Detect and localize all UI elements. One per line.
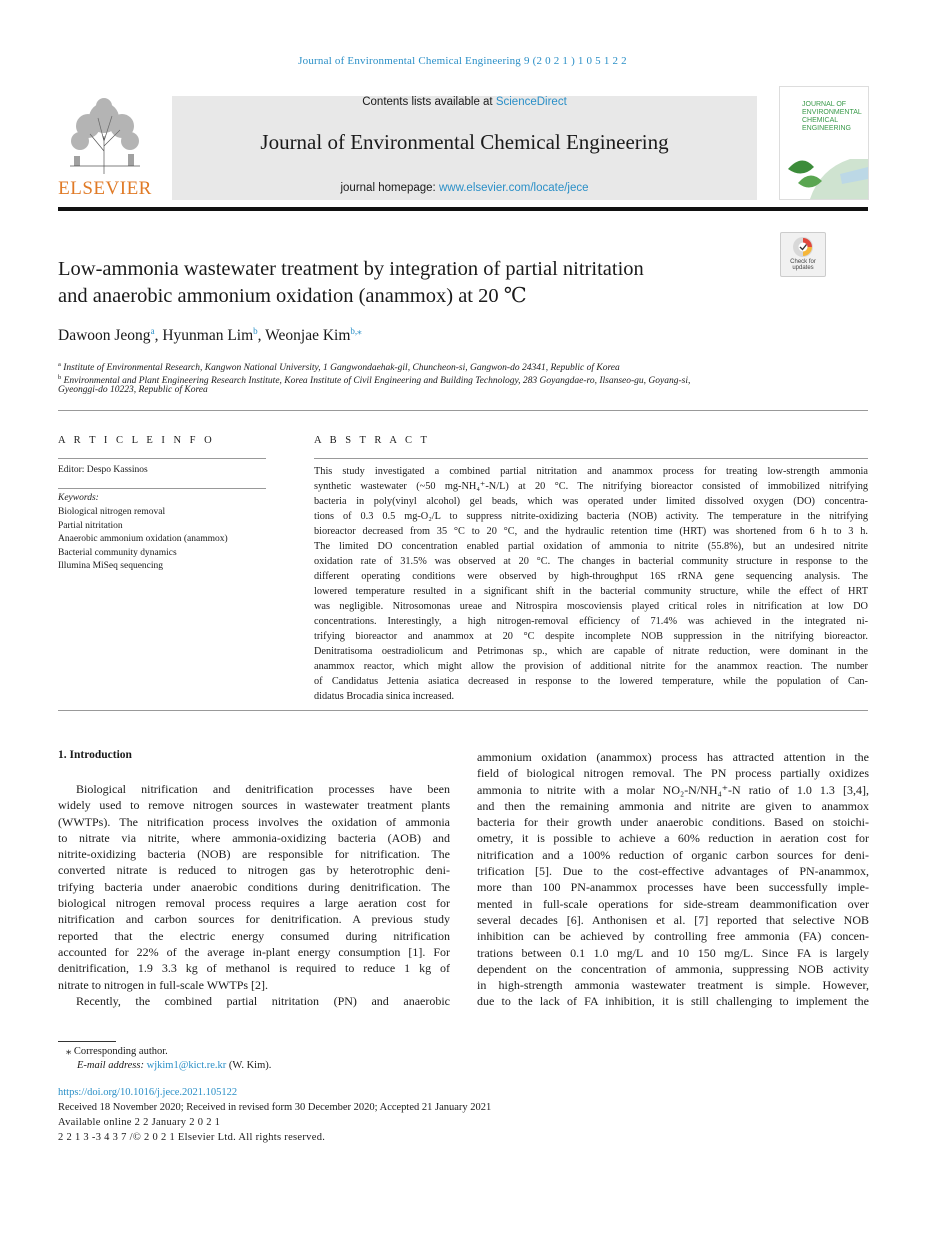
email-link[interactable]: wjkim1@kict.re.kr (146, 1060, 227, 1071)
keywords-list (58, 506, 228, 574)
doi-link[interactable]: https://doi.org/10.1016/j.jece.2021.105122 (58, 1087, 238, 1098)
abstract-bottom-divider (58, 710, 868, 711)
journal-header (172, 96, 757, 200)
author-affiliation-marker[interactable]: a (150, 326, 155, 336)
author-affiliation-marker[interactable]: b (253, 326, 258, 336)
abstract-heading: A B S T R A C T (314, 435, 430, 446)
elsevier-tree-icon (60, 96, 150, 176)
journal-cover-image[interactable] (779, 86, 869, 200)
keyword: Biological nitrogen removal (58, 507, 166, 517)
homepage-line (172, 182, 757, 194)
keyword: Illumina MiSeq sequencing (58, 561, 164, 571)
author-name[interactable]: Weonjae Kim (265, 327, 351, 345)
keyword: Anaerobic ammonium oxidation (anammox) (58, 534, 228, 544)
abstract-divider (314, 458, 868, 459)
article-title: Low-ammonia wastewater treatment by integration of partial nitritation and anaerobic ammonium oxidation (anammox) at 20 ℃ (58, 258, 644, 307)
journal-title: Journal of Environmental Chemical Engineering (260, 130, 669, 154)
affiliation: $^b$ Environmental and Plant Engineering Research Institute, Korea Institute of Civil Engineering and Building Technology, 283 Goyangdae-ro, Ilsanseo-gu, Goyang-si, (58, 374, 691, 387)
check-for-updates-button[interactable] (780, 232, 826, 277)
author-name[interactable]: Dawoon Jeong (58, 327, 151, 345)
keywords-label: Keywords: (58, 493, 99, 503)
email-line: E-mail address: wjkim1@kict.re.kr (W. Kim). (77, 1060, 272, 1071)
copyright: 2 2 1 3 -3 4 3 7 /© 2 0 2 1 Elsevier Ltd. All rights reserved. (58, 1132, 326, 1143)
publisher-name: ELSEVIER (58, 178, 152, 199)
available-online: Available online 2 2 January 2 0 2 1 (58, 1117, 221, 1128)
corresponding-author-note: ⁎ Corresponding author. (66, 1046, 168, 1057)
introduction-right-column: ammonium oxidation (anammox) process has attracted attention in the field of biological nitrogen removal. The PN process partially oxidizes ammonia to nitrite with a molar NO₂-N/NH₄⁺-N ratio of 1.0 1.3 [3,4], and then the remaining ammonia and nitrite are given to anammox bacteria for their growth under anaerobic conditions. Based on stoichi- ometry, it is possible to achieve a 60% reduction in aeration cost for nitrification and a 100% reduction of organic carbon sources for deni- trification [5]. Due to the cost-effective advantages of PN-anammox, more than 100 PN-anammox processes have been successfully imple- mented in full-scale operations for side-stream deammonification over several decades [6]. Anthonisen et al. [7] reported that selective NOB inhibition can be achieved by controlling free ammonia (FA) concen- trations between 0.1 1.0 mg/L and 10 150 mg/L. Since FA is largely dependent on the concentration of ammonia, suppressing NOB activity in high-strength ammonia wastewater treatment is simple. However, due to the lack of FA inhibition, it is still challenging to implement the (477, 750, 869, 1009)
crossmark-icon (792, 236, 814, 258)
elsevier-logo (58, 96, 152, 200)
keyword: Bacterial community dynamics (58, 547, 177, 558)
cover-leaf-icon (780, 139, 868, 199)
keywords-divider (58, 488, 266, 489)
check-updates-label-2: updates (792, 265, 814, 271)
author-affiliation-marker[interactable]: b,⁎ (350, 326, 362, 336)
journal-citation-link[interactable]: Journal of Environmental Chemical Engineering 9 (2 0 2 1 ) 1 0 5 1 2 2 (298, 55, 627, 67)
section-divider (58, 410, 868, 411)
footnote-divider (58, 1041, 116, 1042)
editor-line: Editor: Despo Kassinos (58, 465, 148, 475)
abstract-body: This study investigated a combined partial nitritation and anammox process for treating low-strength ammonia synthetic wastewater (~50 mg-NH₄⁺-N/L) at 20 °C. The nitrifying bioreactor consisted of immobilized nitrifying bacteria in poly(vinyl alcohol) gel beads, which was operated under limited dissolved oxygen (DO) concentra- tions of 0.3 0.5 mg-O₂/L to suppress nitrite-oxidizing bacteria (NOB) activity. The temperature in the nitrifying bioreactor decreased from 35 °C to 20 °C, and the hydraulic retention time (HRT) was shortened from 6 h to 3 h. The limited DO concentration enabled partial oxidation of ammonia to nitrite (55.8%), but an undesired nitrite oxidation rate of 31.5% was observed at 20 °C. The changes in bacterial community structure in response to the different operating conditions were observed by high-throughput 16S rRNA gene sequencing analysis. The lowered temperature resulted in a significant shift in the bacterial community structure, while the effect of HRT was negligible. Nitrosomonas ureae and Nitrospira moscoviensis played critical roles in nitrification at low DO concentrations. Interestingly, a high nitrogen-removal efficiency of 71.4% was achieved in the integrated ni- trifying bioreactor and anammox at 20 °C despite incomplete NOB suppression in the nitrifying bioreactor. Denitratisoma oestradiolicum and Petrimonas sp., which are capable of nitrate reduction, were dominant in the anammox reactor, which might allow the provision of additional nitrite for the anammox reaction. The number of Candidatus Jettenia asiatica decreased in response to the lowered temperature, while the population of Can- didatus Brocadia sinica increased. (314, 466, 868, 702)
homepage-link[interactable]: www.elsevier.com/locate/jece (438, 182, 589, 194)
header-divider (58, 207, 868, 211)
author-name[interactable]: Hyunman Lim (162, 327, 254, 345)
sciencedirect-link[interactable]: ScienceDirect (495, 96, 567, 108)
affiliation: $^a$ Institute of Environmental Research, Kangwon National University, 1 Gangwondaehak-gil, Chuncheon-si, Gangwon-do 24341, Republic of Korea (58, 361, 620, 374)
check-updates-label-1: Check for (790, 259, 816, 265)
article-info-heading: A R T I C L E I N F O (58, 435, 215, 446)
cover-title: JOURNAL OF ENVIRONMENTAL CHEMICAL ENGINEERING (802, 101, 862, 132)
keyword: Partial nitritation (58, 520, 123, 531)
introduction-heading: 1. Introduction (58, 749, 132, 761)
article-info-divider (58, 458, 266, 459)
homepage-prefix: journal homepage: (340, 182, 439, 194)
affiliation: Gyeonggi-do 10223, Republic of Korea (58, 385, 208, 395)
contents-prefix: Contents lists available at (362, 96, 496, 108)
author-list: Dawoon Jeong$^a$, Hyunman Lim$^b$, Weonjae Kim$^{b,⁎}$ (58, 326, 362, 345)
received-dates: Received 18 November 2020; Received in revised form 30 December 2020; Accepted 21 January 2021 (58, 1102, 492, 1113)
contents-line (172, 96, 757, 108)
introduction-left-column: Biological nitrification and denitrification processes have been widely used to remove nitrogen sources in wastewater treatment plants (WWTPs). The nitrification process involves the oxidation of ammonia to nitrate via nitrite, where ammonia-oxidizing bacteria (AOB) and nitrite-oxidizing bacteria (NOB) are responsible for nitrification. The converted nitrate is reduced to nitrogen gas by heterotrophic deni- trifying bacteria under anaerobic conditions during denitrification. The biological nitrogen removal process requires a large aeration cost for nitrification and carbon sources for denitrification. A previous study reported that the electric energy consumed during nitrification accounted for 22% of the average in-plant energy consumption [1]. For denitrification, 1.9 3.3 kg of methanol is required to reduce 1 kg of nitrate to nitrogen in full-scale WWTPs [2]. Recently, the combined partial nitritation (PN) and anaerobic (58, 782, 450, 1008)
